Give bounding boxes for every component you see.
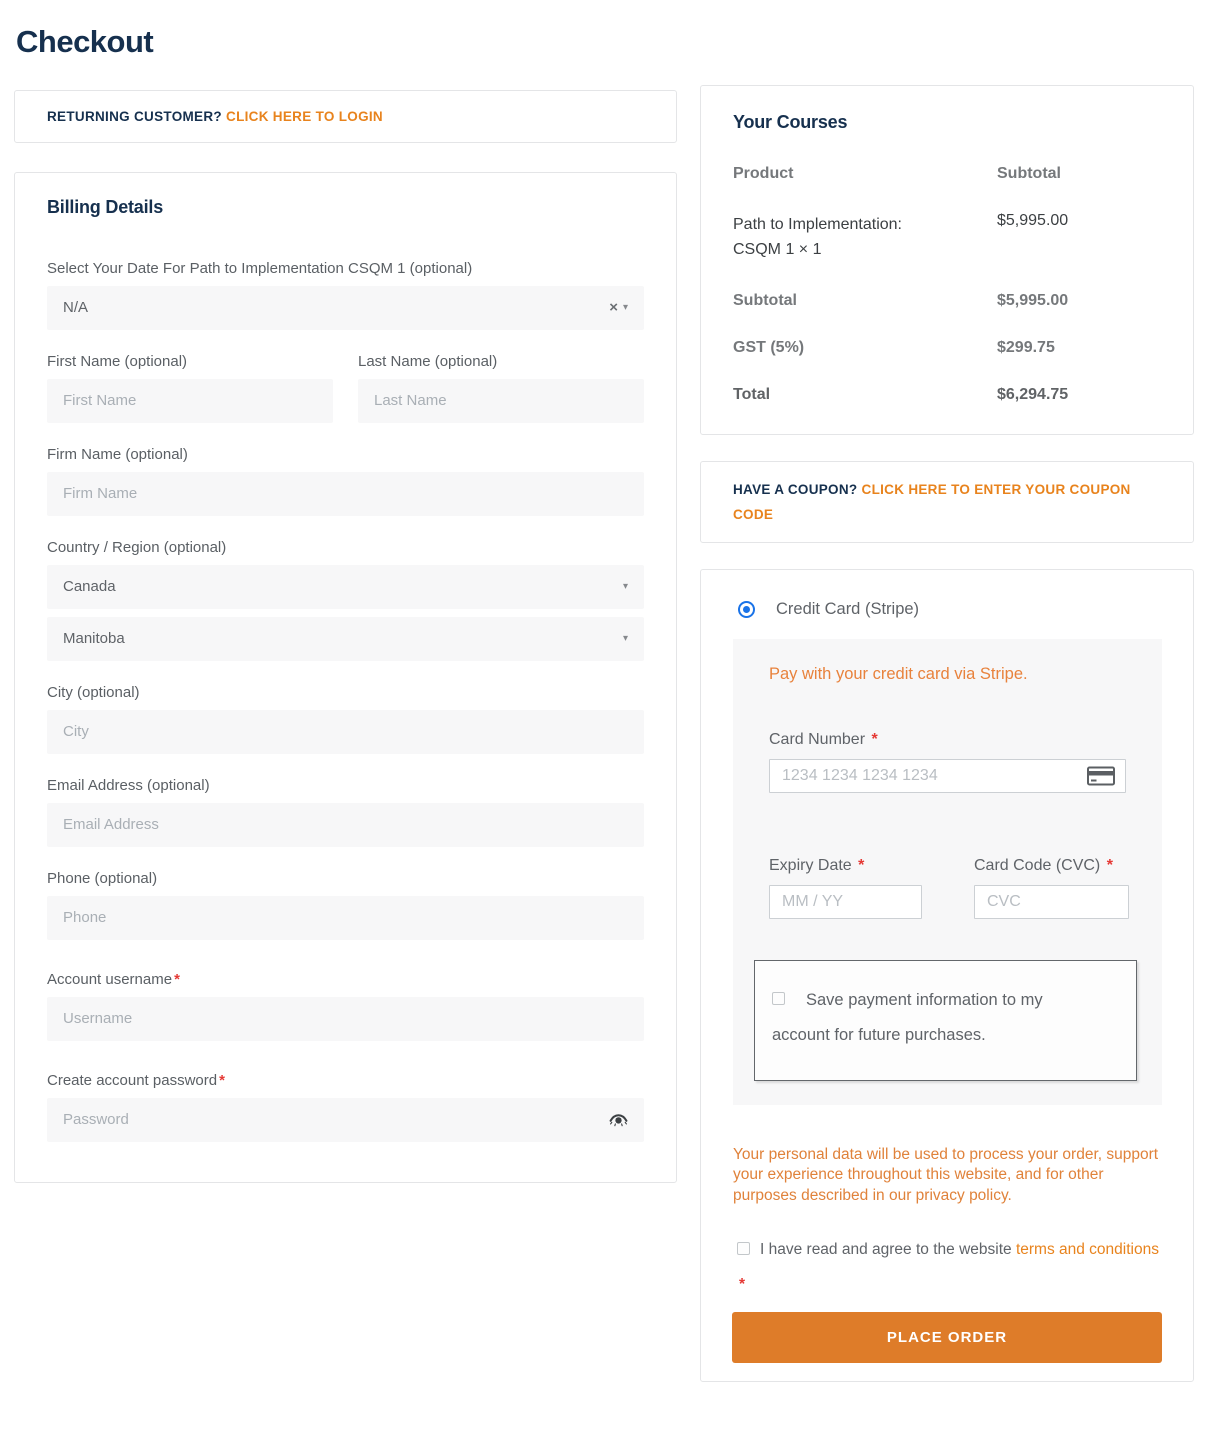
required-asterisk: * <box>739 1276 746 1294</box>
city-label: City (optional) <box>47 683 140 701</box>
date-select-label: Select Your Date For Path to Implementation CSQM 1 (optional) <box>47 259 473 277</box>
expiry-input[interactable] <box>769 885 922 919</box>
state-select-value: Manitoba <box>63 630 125 648</box>
order-table-header <box>733 165 1161 183</box>
required-asterisk: * <box>1106 856 1113 874</box>
date-select[interactable] <box>47 286 644 330</box>
terms-checkbox[interactable] <box>737 1242 750 1255</box>
email-field[interactable] <box>47 803 644 847</box>
payment-method-row <box>732 590 1162 639</box>
place-order-button[interactable]: PLACE ORDER <box>732 1312 1162 1363</box>
username-group <box>47 971 644 1041</box>
total-row: Total $6,294.75 <box>733 385 1069 403</box>
password-input[interactable] <box>47 1098 644 1142</box>
expiry-group <box>769 857 922 919</box>
product-column-header: Product <box>733 164 794 182</box>
city-group <box>47 684 644 754</box>
coupon-label: HAVE A COUPON? <box>733 481 858 497</box>
password-group <box>47 1072 644 1142</box>
email-group <box>47 777 644 847</box>
cvc-input[interactable] <box>974 885 1129 919</box>
save-payment-label: Save payment information to my account for future purchases. <box>772 990 1043 1045</box>
coupon-link[interactable]: CLICK HERE TO ENTER YOUR COUPON CODE <box>733 481 1131 522</box>
expiry-label: Expiry Date <box>769 856 852 874</box>
payment-description: Pay with your credit card via Stripe. <box>769 664 1028 683</box>
card-number-input[interactable] <box>769 759 1126 793</box>
payment-method-label: Credit Card (Stripe) <box>776 599 920 618</box>
firm-name-input[interactable] <box>47 472 644 516</box>
order-item-row <box>733 212 1161 263</box>
stripe-card-form <box>769 731 1126 919</box>
login-link[interactable]: CLICK HERE TO LOGIN <box>226 108 383 124</box>
country-select[interactable] <box>47 565 644 609</box>
terms-row <box>732 1232 1162 1302</box>
firm-name-label: Firm Name (optional) <box>47 445 188 463</box>
required-asterisk: * <box>858 856 865 874</box>
page-title: Checkout <box>16 24 154 59</box>
country-select-value: Canada <box>63 578 116 596</box>
cvc-group <box>974 857 1129 919</box>
country-region-label: Country / Region (optional) <box>47 538 227 556</box>
phone-group <box>47 870 644 940</box>
chevron-down-icon: ▾ <box>622 301 628 313</box>
email-label: Email Address (optional) <box>47 776 210 794</box>
order-summary-panel <box>700 85 1194 435</box>
subtotal-row: Subtotal $5,995.00 <box>733 291 1069 309</box>
show-password-icon[interactable] <box>609 1113 628 1126</box>
credit-card-radio[interactable] <box>738 601 755 618</box>
credit-card-icon <box>1087 766 1115 786</box>
checkout-page <box>0 24 1212 1382</box>
firm-name-group <box>47 446 644 516</box>
date-select-value: N/A <box>63 299 89 317</box>
last-name-label: Last Name (optional) <box>358 352 498 370</box>
stripe-payment-area <box>733 639 1162 1105</box>
returning-customer-label: RETURNING CUSTOMER? <box>47 108 222 124</box>
privacy-notice: Your personal data will be used to process your order, support your experience throughout this website, and for other purposes described in our privacy policy. <box>733 1145 1159 1204</box>
order-item-name: Path to Implementation: CSQM 1 × 1 <box>733 215 902 259</box>
first-name-input[interactable] <box>47 379 333 423</box>
last-name-input[interactable] <box>358 379 644 423</box>
order-item-price: $5,995.00 <box>997 211 1069 229</box>
cvc-label: Card Code (CVC) <box>974 856 1101 874</box>
username-label: Account username <box>47 970 173 988</box>
card-number-label: Card Number <box>769 730 866 748</box>
gst-row: GST (5%) $299.75 <box>733 338 1055 356</box>
username-input[interactable] <box>47 997 644 1041</box>
first-name-label: First Name (optional) <box>47 352 188 370</box>
required-asterisk: * <box>871 730 878 748</box>
save-payment-box <box>754 960 1137 1081</box>
last-name-group <box>358 353 644 423</box>
coupon-notice <box>700 461 1194 543</box>
phone-input[interactable] <box>47 896 644 940</box>
country-region-group <box>47 539 644 661</box>
date-select-group <box>47 260 644 330</box>
city-input[interactable] <box>47 710 644 754</box>
save-payment-checkbox[interactable] <box>772 992 785 1005</box>
first-name-group <box>47 353 333 423</box>
chevron-down-icon: ▾ <box>622 632 628 644</box>
state-select[interactable] <box>47 617 644 661</box>
required-asterisk: * <box>174 970 180 988</box>
clear-selection-icon[interactable]: × <box>609 299 618 317</box>
billing-details-panel <box>14 172 677 1183</box>
required-asterisk: * <box>219 1071 225 1089</box>
order-summary-heading: Your Courses <box>733 111 848 132</box>
returning-customer-notice <box>14 90 677 143</box>
terms-link[interactable]: terms and conditions <box>1015 1241 1159 1259</box>
payment-panel <box>700 569 1194 1382</box>
password-label: Create account password <box>47 1071 218 1089</box>
chevron-down-icon: ▾ <box>622 580 628 592</box>
billing-details-heading: Billing Details <box>47 196 164 217</box>
subtotal-column-header: Subtotal <box>997 164 1061 182</box>
phone-label: Phone (optional) <box>47 869 158 887</box>
terms-text: I have read and agree to the website <box>760 1241 1012 1259</box>
